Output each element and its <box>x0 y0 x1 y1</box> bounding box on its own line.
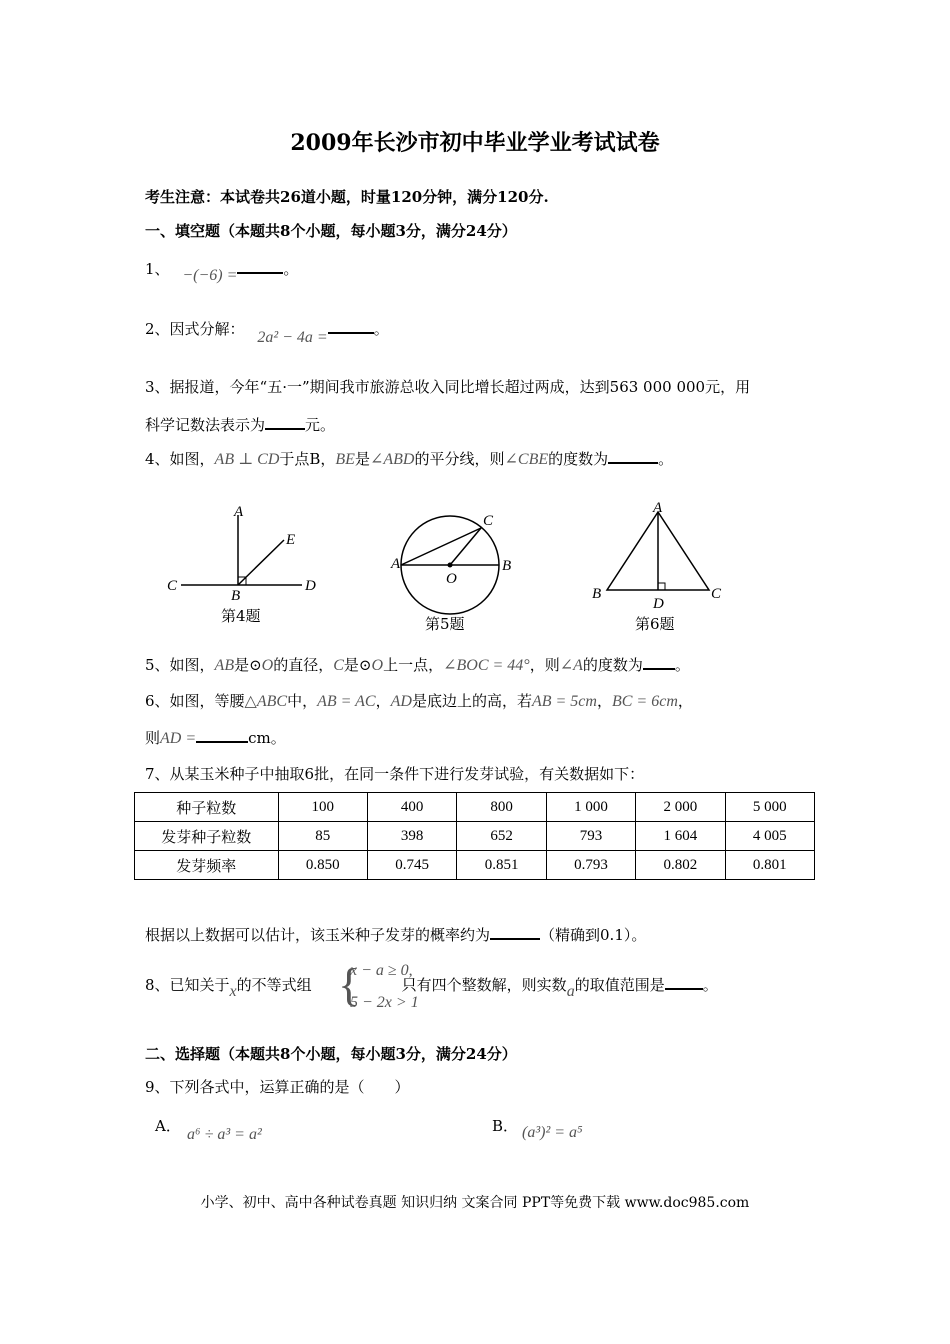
table-cell: 398 <box>367 822 456 851</box>
table-cell: 1 000 <box>546 793 635 822</box>
q8-system-line-1: x − a ≥ 0, <box>350 962 413 979</box>
fig6-label-b: B <box>592 586 602 602</box>
q6-text-2: ， <box>375 692 391 710</box>
q8-brace: { <box>338 959 361 1010</box>
q5-blank <box>643 654 675 670</box>
q6-text-1: 中， <box>287 692 318 710</box>
fig4-label-e: E <box>286 532 296 548</box>
table-cell: 0.801 <box>725 851 814 880</box>
question-6-line2 <box>145 727 286 748</box>
q3-end: 元。 <box>305 416 336 434</box>
question-6-line1 <box>145 690 693 711</box>
table-cell: 652 <box>457 822 546 851</box>
q6-math-4: AB = 5cm <box>531 693 597 710</box>
fig5-label-o: O <box>446 571 457 587</box>
q2-end: 。 <box>373 320 389 338</box>
q5-math-1: AB <box>214 657 235 674</box>
fig6-label-c: C <box>711 586 722 602</box>
q2-math: 2a² − 4a = <box>257 329 328 346</box>
q5-text-1: 是⊙ <box>234 656 262 674</box>
q8-prefix: 8、已知关于 <box>145 976 230 994</box>
q3-blank <box>265 414 305 430</box>
q4-math-2: BE <box>335 451 355 468</box>
table-row <box>135 822 815 851</box>
q5-text-2: 的直径， <box>273 656 334 674</box>
q5-math-5: ∠BOC = 44° <box>443 657 530 674</box>
figures-row <box>0 490 950 640</box>
fig4-label-d: D <box>305 578 316 594</box>
figure-4-caption: 第4题 <box>221 607 261 625</box>
table-cell: 4 005 <box>725 822 814 851</box>
fig5-label-c: C <box>483 513 494 529</box>
question-8 <box>145 974 718 1000</box>
table-cell: 2 000 <box>636 793 725 822</box>
q9-option-a-label: A． <box>155 1117 181 1135</box>
q5-text-6: 的度数为 <box>582 656 643 674</box>
page-footer: 小学、初中、高中各种试卷真题 知识归纳 文案合同 PPT等免费下载 www.doc985.com <box>200 1195 750 1211</box>
q5-math-3: C <box>333 657 344 674</box>
q6-end: cm。 <box>248 729 286 747</box>
q8-blank <box>665 974 703 990</box>
q4-text-1: 于点B， <box>279 450 336 468</box>
q8-math-a: a <box>566 983 575 1000</box>
fig6-label-a: A <box>653 500 663 516</box>
q8-text-3: 的取值范围是 <box>574 976 665 994</box>
q8-text-2: 只有四个整数解，则实数 <box>401 976 567 994</box>
question-9: 9、下列各式中，运算正确的是（ ） <box>145 1078 410 1096</box>
q4-blank <box>608 448 658 464</box>
table-row <box>135 793 815 822</box>
q4-math-3: ∠ABD <box>369 451 415 468</box>
table-row-header: 发芽频率 <box>135 851 279 880</box>
question-3-line1: 3、据报道，今年“五·一”期间我市旅游总收入同比增长超过两成，达到563 000 000元，用 <box>145 378 751 396</box>
q4-end: 。 <box>658 450 674 468</box>
q1-end: 。 <box>283 260 299 278</box>
exam-notice: 考生注意：本试卷共26道小题，时量120分钟，满分120分. <box>145 188 549 206</box>
q5-text-3: 是⊙ <box>343 656 372 674</box>
question-3-line2 <box>145 414 335 435</box>
fig5-label-a: A <box>391 556 401 572</box>
q1-math: −(−6) = <box>182 267 238 284</box>
table-cell: 0.850 <box>278 851 367 880</box>
q5-text-5: ，则 <box>529 656 560 674</box>
table-cell: 5 000 <box>725 793 814 822</box>
q4-text-4: 的度数为 <box>548 450 609 468</box>
table-cell: 793 <box>546 822 635 851</box>
fig6-label-d: D <box>653 596 664 612</box>
q6-prefix: 6、如图，等腰 <box>145 692 245 710</box>
figure-4-diagram <box>167 504 316 604</box>
q7-blank <box>490 924 540 940</box>
q9-option-b-label: B． <box>492 1117 519 1135</box>
question-7: 7、从某玉米种子中抽取6批，在同一条件下进行发芽试验，有关数据如下： <box>145 765 645 783</box>
table-cell: 0.802 <box>636 851 725 880</box>
q6-math-3: AD <box>390 693 412 710</box>
figure-6-diagram <box>592 500 722 612</box>
q8-math-x: x <box>229 983 237 1000</box>
q4-prefix: 4、如图， <box>145 450 215 468</box>
q4-text-2: 是 <box>354 450 370 468</box>
page-title: 2009年长沙市初中毕业学业考试试卷 <box>290 130 660 156</box>
q6-text-3: 是底边上的高，若 <box>411 692 532 710</box>
q4-math-1: AB ⊥ CD <box>214 451 280 468</box>
question-1 <box>145 258 299 284</box>
table-row-header: 种子粒数 <box>135 793 279 822</box>
fig4-label-c: C <box>167 578 178 594</box>
q6-math-2: AB = AC <box>317 693 376 710</box>
figure-5-diagram <box>390 513 511 614</box>
table-cell: 0.745 <box>367 851 456 880</box>
q6-blank <box>196 727 248 743</box>
q8-end: 。 <box>702 976 718 994</box>
table-cell: 800 <box>457 793 546 822</box>
q5-prefix: 5、如图， <box>145 656 215 674</box>
q8-text-1: 的不等式组 <box>236 976 312 994</box>
q1-number: 1、 <box>145 260 170 278</box>
q6-line2-prefix: 则 <box>145 729 161 747</box>
question-5 <box>145 654 690 675</box>
q8-system-line-2: 5 − 2x > 1 <box>350 994 419 1011</box>
table-cell: 0.793 <box>546 851 635 880</box>
q6-math-6: AD = <box>160 730 197 747</box>
table-cell: 85 <box>278 822 367 851</box>
q5-text-4: 上一点， <box>383 656 444 674</box>
q7-after-end: （精确到0.1）。 <box>540 926 647 944</box>
table-cell: 0.851 <box>457 851 546 880</box>
section-2-heading: 二、选择题（本题共8个小题，每小题3分，满分24分） <box>145 1045 517 1063</box>
question-4 <box>145 448 673 469</box>
q6-text-5: ， <box>677 692 693 710</box>
q5-math-4: O <box>371 657 384 674</box>
q5-math-6: ∠A <box>559 657 583 674</box>
figure-5-caption: 第5题 <box>425 615 465 633</box>
fig4-label-b: B <box>231 588 241 604</box>
q9-option-b: (a³)² = a⁵ <box>522 1124 583 1141</box>
q5-end: 。 <box>674 656 690 674</box>
q4-text-3: 的平分线，则 <box>414 450 505 468</box>
table-cell: 100 <box>278 793 367 822</box>
q2-blank <box>328 318 374 334</box>
germination-table <box>134 792 815 880</box>
q5-math-2: O <box>261 657 274 674</box>
question-2 <box>145 318 389 346</box>
q1-blank <box>237 258 283 274</box>
q6-text-4: ， <box>596 692 612 710</box>
table-cell: 400 <box>367 793 456 822</box>
figure-6-caption: 第6题 <box>635 615 675 633</box>
q7-after-text: 根据以上数据可以估计，该玉米种子发芽的概率约为 <box>145 926 491 944</box>
q9-option-a: a⁶ ÷ a³ = a² <box>187 1126 262 1143</box>
table-cell: 1 604 <box>636 822 725 851</box>
table-row <box>135 851 815 880</box>
q2-text: 2、因式分解： <box>145 320 245 338</box>
question-7-conclusion <box>145 924 646 945</box>
q4-math-4: ∠CBE <box>504 451 549 468</box>
q3-line2-text: 科学记数法表示为 <box>145 416 266 434</box>
q6-math-1: △ABC <box>244 693 288 710</box>
fig5-label-b: B <box>502 558 512 574</box>
fig4-label-a: A <box>234 504 244 520</box>
table-row-header: 发芽种子粒数 <box>135 822 279 851</box>
q6-math-5: BC = 6cm <box>611 693 678 710</box>
section-1-heading: 一、填空题（本题共8个小题，每小题3分，满分24分） <box>145 222 517 240</box>
